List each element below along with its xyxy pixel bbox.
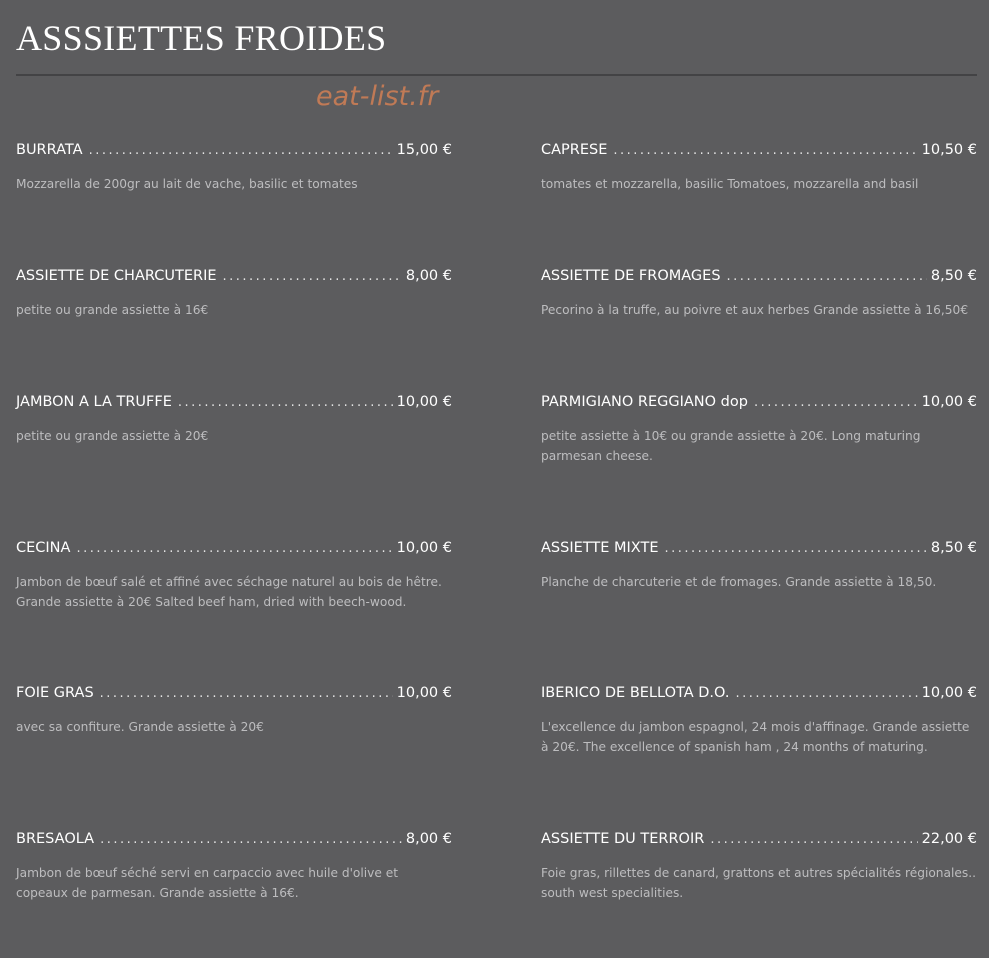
menu-item-assiette-mixte [541,538,977,592]
item-description: petite assiette à 10€ ou grande assiette à 20€. Long maturing parmesan cheese. [541,429,921,463]
menu-item-jambon-a-la-truffe [16,392,452,446]
item-description: petite ou grande assiette à 20€ [16,429,209,443]
item-price: 10,00 € [396,685,452,701]
item-description: Jambon de bœuf salé et affiné avec séchage naturel au bois de hêtre. Grande assiette à 20€ Salted beef ham, dried with beech-wood. [16,575,442,609]
page-title: ASSSIETTES FROIDES [16,18,387,58]
dot-leader [664,539,926,559]
item-price: 10,00 € [921,394,977,410]
item-name: PARMIGIANO REGGIANO dop [541,394,748,410]
menu-item-caprese [541,140,977,194]
dot-leader [76,539,392,559]
item-name: ASSIETTE DE CHARCUTERIE [16,268,217,284]
item-price: 8,50 € [930,540,977,556]
item-description: Pecorino à la truffe, au poivre et aux herbes Grande assiette à 16,50€ [541,303,969,317]
menu-item-assiette-du-terroir [541,829,977,903]
item-price: 15,00 € [396,142,452,158]
item-name: ASSIETTE DU TERROIR [541,831,705,847]
item-price: 10,00 € [921,685,977,701]
item-name: BRESAOLA [16,831,95,847]
dot-leader [100,830,402,850]
menu-item-parmigiano-reggiano [541,392,977,466]
menu-item-assiette-de-charcuterie [16,266,452,320]
watermark-logo: eat-list.fr [316,81,439,112]
item-description: Jambon de bœuf séché servi en carpaccio avec huile d'olive et copeaux de parmesan. Grande assiette à 16€. [16,866,399,900]
menu-item-cecina [16,538,452,612]
menu-item-assiette-de-fromages [541,266,977,320]
dot-leader [613,141,917,161]
menu-item-foie-gras [16,683,452,737]
title-divider [16,74,977,76]
dot-leader [727,267,927,287]
item-name: CAPRESE [541,142,608,158]
item-description: Mozzarella de 200gr au lait de vache, basilic et tomates [16,177,358,191]
item-description: petite ou grande assiette à 16€ [16,303,209,317]
item-description: L'excellence du jambon espagnol, 24 mois d'affinage. Grande assiette à 20€. The excellence of spanish ham , 24 months of maturing. [541,720,970,754]
menu-item-iberico-de-bellota [541,683,977,757]
item-price: 8,00 € [405,268,452,284]
dot-leader [735,684,917,704]
item-price: 10,50 € [921,142,977,158]
item-name: CECINA [16,540,71,556]
item-name: IBERICO DE BELLOTA D.O. [541,685,730,701]
menu-item-bresaola [16,829,452,903]
item-name: JAMBON A LA TRUFFE [16,394,172,410]
item-price: 8,00 € [405,831,452,847]
item-price: 8,50 € [930,268,977,284]
item-price: 10,00 € [396,394,452,410]
dot-leader [178,393,393,413]
item-description: avec sa confiture. Grande assiette à 20€ [16,720,264,734]
dot-leader [89,141,393,161]
item-name: ASSIETTE MIXTE [541,540,659,556]
dot-leader [754,393,918,413]
menu-item-burrata [16,140,452,194]
dot-leader [223,267,402,287]
item-price: 10,00 € [396,540,452,556]
item-price: 22,00 € [921,831,977,847]
item-name: FOIE GRAS [16,685,94,701]
item-description: Foie gras, rillettes de canard, grattons et autres spécialités régionales.. south west specialities. [541,866,976,900]
item-name: ASSIETTE DE FROMAGES [541,268,721,284]
dot-leader [710,830,917,850]
dot-leader [100,684,393,704]
item-name: BURRATA [16,142,83,158]
item-description: tomates et mozzarella, basilic Tomatoes, mozzarella and basil [541,177,919,191]
item-description: Planche de charcuterie et de fromages. Grande assiette à 18,50. [541,575,937,589]
